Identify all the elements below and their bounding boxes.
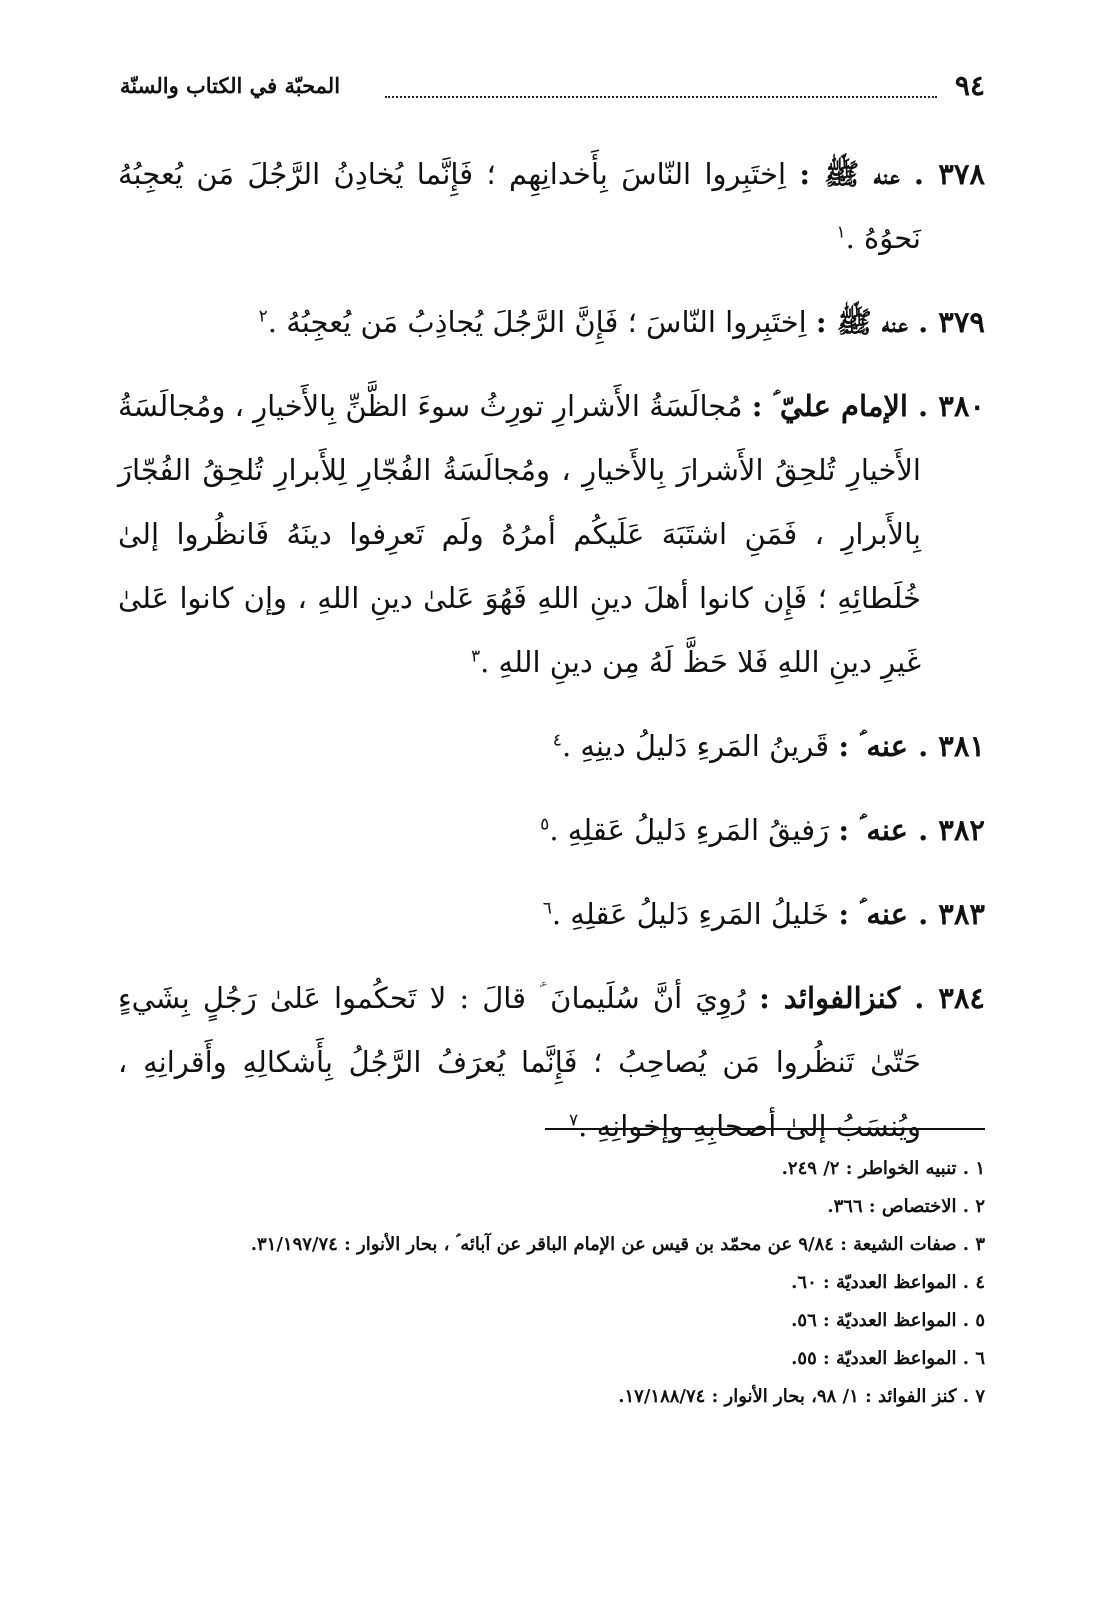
hadith-text: قَرينُ المَرءِ دَليلُ دينِهِ .	[561, 729, 830, 763]
hadith-text: مُجالَسَةُ الأَشرارِ تورِثُ سوءَ الظَّنِّ بِالأَخيارِ ، ومُجالَسَةُ الأَخيارِ تُلحِقُ الأَشرارَ بِالأَخيارِ ، ومُجالَسَةُ الفُجّارِ لِلأَبرارِ تُلحِقُ الفُجّارَ بِالأَبرارِ ، فَمَنِ اشتَبَهَ عَلَيكُم أمرُهُ ولَم تَعرِفوا دينَهُ فَانظُروا إلىٰ خُلَطائِهِ ؛ فَإِن كانوا أهلَ دينِ اللهِ فَهُوَ عَلىٰ دينِ اللهِ ، وإن كانوا عَلىٰ غَيرِ دينِ اللهِ فَلا حَظَّ لَهُ مِن دينِ اللهِ .	[118, 389, 921, 679]
footnote-ref: ٢	[258, 306, 268, 327]
hadith-item: ٣٨٣ . عنه ؑ : خَليلُ المَرءِ دَليلُ عَقلِهِ .$^٦$	[542, 897, 985, 931]
hadith-number: ٣٨٤	[938, 981, 985, 1015]
hadith-number: ٣٧٨	[938, 157, 985, 191]
page-number: ٩٤	[954, 69, 985, 102]
hadith-item: ٣٨١ . عنه ؑ : قَرينُ المَرءِ دَليلُ دينِهِ .$^٤$	[552, 729, 985, 763]
footnote: ٧ . كنز الفوائد : ١/ ٩٨، بحار الأنوار : ١٧/١٨٨/٧٤.	[618, 1386, 985, 1407]
hadith-number: ٣٨١	[938, 729, 985, 763]
footnote-ref: ٣	[470, 646, 481, 667]
footnote-ref: ١	[836, 222, 846, 243]
hadith-list	[118, 142, 985, 1178]
footnotes	[150, 1150, 985, 1416]
hadith-source: عنه ؑ :	[838, 897, 908, 931]
hadith-source: الإمام عليّ ؑ :	[751, 389, 908, 423]
hadith-number: ٣٨٠	[938, 389, 985, 423]
hadith-number: ٣٨٢	[938, 813, 985, 847]
page-header	[120, 68, 985, 108]
running-title: المحبّة في الكتاب والسنّة	[120, 73, 341, 98]
hadith-source: عنه ﷺ :	[815, 305, 908, 339]
footnote: ٤ . المواعظ العدديّة : ٦٠.	[791, 1272, 985, 1293]
hadith-text: اِختَبِروا النّاسَ ؛ فَإِنَّ الرَّجُلَ يُجاذِبُ مَن يُعجِبُهُ .	[267, 305, 807, 339]
footnote-ref: ٥	[540, 814, 550, 835]
footnote: ١ . تنبيه الخواطر : ٢/ ٢٤٩.	[781, 1158, 985, 1179]
footnote: ٦ . المواعظ العدديّة : ٥٥.	[791, 1348, 985, 1369]
hadith-source: كنزالفوائد :	[759, 981, 901, 1015]
hadith-source: عنه ؑ :	[838, 729, 908, 763]
footnote-separator	[545, 1128, 985, 1130]
footnote-ref: ٧	[569, 1110, 579, 1131]
hadith-source: عنه ؑ :	[838, 813, 908, 847]
header-dotted-leader	[385, 68, 937, 98]
hadith-text: اِختَبِروا النّاسَ بِأَخدانِهِم ؛ فَإِنَّما يُخادِنُ الرَّجُلَ مَن يُعجِبُهُ نَحوُهُ .	[118, 157, 921, 255]
hadith-text: رُوِيَ أنَّ سُلَيمانَ ؑ قالَ : لا تَحكُموا عَلىٰ رَجُلٍ بِشَيءٍ حَتّىٰ تَنظُروا مَن يُصاحِبُ ؛ فَإِنَّما يُعرَفُ الرَّجُلُ بِأَشكالِهِ وأَقرانِهِ ، ويُنسَبُ إلىٰ أصحابِهِ وإخوانِهِ .	[118, 981, 921, 1143]
hadith-source: عنه ﷺ :	[799, 157, 900, 191]
hadith-item: ٣٨٠ . الإمام عليّ ؑ : مُجالَسَةُ الأَشرارِ تورِثُ سوءَ الظَّنِّ بِالأَخيارِ ، ومُجالَسَةُ الأَخيارِ تُلحِقُ الأَشرارَ بِالأَخيارِ ، ومُجالَسَةُ الفُجّارِ لِلأَبرارِ تُلحِقُ الفُجّارَ بِالأَبرارِ ، فَمَنِ اشتَبَهَ عَلَيكُم أمرُهُ ولَم تَعرِفوا دينَهُ فَانظُروا إلىٰ خُلَطائِهِ ؛ فَإِن كانوا أهلَ دينِ اللهِ فَهُوَ عَلىٰ دينِ اللهِ ، وإن كانوا عَلىٰ غَيرِ دينِ اللهِ فَلا حَظَّ لَهُ مِن دينِ اللهِ .$^٣$	[118, 389, 985, 679]
hadith-item: ٣٧٨ . عنه ﷺ : اِختَبِروا النّاسَ بِأَخدانِهِم ؛ فَإِنَّما يُخادِنُ الرَّجُلَ مَن يُعجِبُهُ نَحوُهُ .$^١$	[118, 157, 985, 255]
footnote-ref: ٦	[542, 898, 552, 919]
hadith-item: ٣٨٤ . كنزالفوائد : رُوِيَ أنَّ سُلَيمانَ ؑ قالَ : لا تَحكُموا عَلىٰ رَجُلٍ بِشَيءٍ حَتّىٰ تَنظُروا مَن يُصاحِبُ ؛ فَإِنَّما يُعرَفُ الرَّجُلُ بِأَشكالِهِ وأَقرانِهِ ، ويُنسَبُ إلىٰ أصحابِهِ وإخوانِهِ .$^٧$	[118, 981, 985, 1143]
footnote-ref: ٤	[552, 730, 562, 751]
hadith-text: خَليلُ المَرءِ دَليلُ عَقلِهِ .	[551, 897, 830, 931]
hadith-text: رَفيقُ المَرءِ دَليلُ عَقلِهِ .	[549, 813, 830, 847]
footnote: ٢ . الاختصاص : ٣٦٦.	[827, 1196, 985, 1217]
hadith-item: ٣٨٢ . عنه ؑ : رَفيقُ المَرءِ دَليلُ عَقلِهِ .$^٥$	[540, 813, 985, 847]
hadith-number: ٣٨٣	[938, 897, 985, 931]
footnote: ٣ . صفات الشيعة : ٩/٨٤ عن محمّد بن قيس عن الإمام الباقر عن آبائه ؑ ، بحار الأنوار : ٣١/١٩٧/٧٤.	[250, 1234, 985, 1255]
hadith-number: ٣٧٩	[938, 305, 985, 339]
footnote: ٥ . المواعظ العدديّة : ٥٦.	[791, 1310, 985, 1331]
hadith-item: ٣٧٩ . عنه ﷺ : اِختَبِروا النّاسَ ؛ فَإِنَّ الرَّجُلَ يُجاذِبُ مَن يُعجِبُهُ .$^٢$	[258, 305, 985, 339]
